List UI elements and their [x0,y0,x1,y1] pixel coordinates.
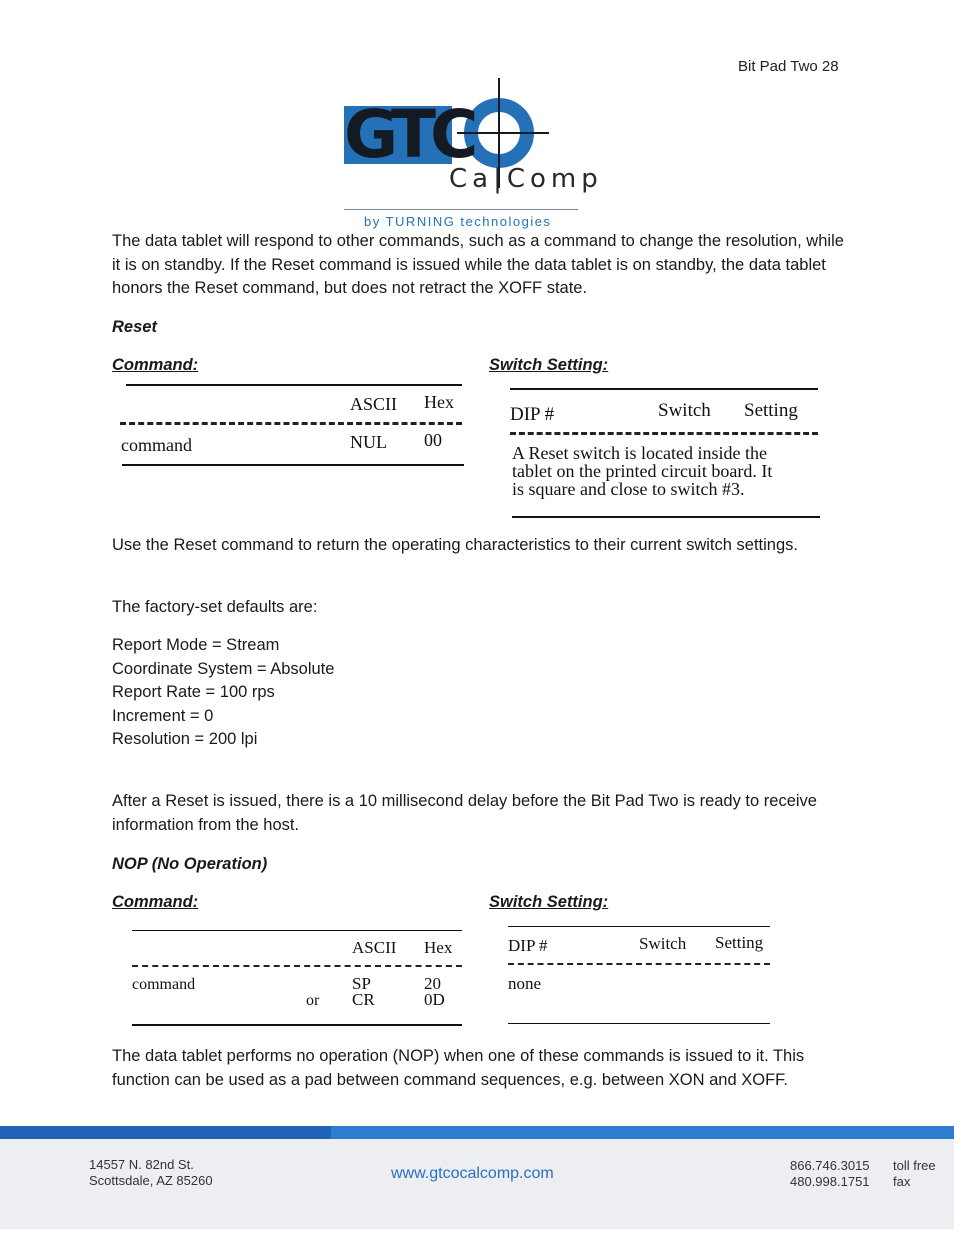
row-label: command [132,976,196,993]
defaults-item: Increment = 0 [112,706,214,725]
col-setting: Setting [715,933,764,952]
switch-note-line: tablet on the printed circuit board. It [512,461,773,481]
table-dash-rule [510,432,818,435]
table-dash-rule [132,965,462,967]
col-switch: Switch [639,934,687,953]
reset-heading: Reset [112,318,157,336]
footer-accent-bar [0,1126,331,1139]
ascii-value: NUL [350,432,387,452]
table-rule [508,926,770,927]
footer-website-link[interactable]: www.gtcocalcomp.com [391,1165,554,1182]
address-line: Scottsdale, AZ 85260 [89,1173,213,1188]
defaults-intro: The factory-set defaults are: [112,598,318,616]
nop-heading: NOP (No Operation) [112,855,268,873]
phone-label: toll free [893,1158,936,1173]
address-line: 14557 N. 82nd St. [89,1157,194,1172]
col-hex: Hex [424,938,453,957]
table-dash-rule [508,963,770,965]
hex-value-2: 0D [424,990,445,1009]
defaults-list [112,634,852,752]
hex-value: 00 [424,430,442,450]
reset-delay-paragraph: After a Reset is issued, there is a 10 millisecond delay before the Bit Pad Two is ready to receive information from the host. [112,792,817,834]
switch-note-line: is square and close to switch #3. [512,479,745,499]
reset-usage-paragraph: Use the Reset command to return the operating characteristics to their current switch settings. [112,536,798,554]
footer-address [89,1157,213,1189]
table-rule [510,388,818,390]
logo-gtc-text: GTC [344,96,473,173]
col-switch: Switch [658,400,711,421]
switch-note [512,444,772,498]
ascii-value-1: SP [352,974,371,993]
reset-switch-table [508,386,824,526]
or-label: or [306,992,320,1009]
reset-command-label: Command: [112,356,199,374]
table-rule [132,930,462,931]
reset-command-table [118,382,468,477]
nop-switch-label: Switch Setting: [489,893,609,911]
phone-label: fax [893,1174,911,1189]
table-rule [132,1024,462,1026]
col-ascii: ASCII [350,394,398,414]
defaults-item: Resolution = 200 lpi [112,730,258,748]
table-rule [122,464,464,466]
col-dip: DIP # [508,936,548,955]
switch-value: none [508,974,542,993]
nop-command-table [130,928,466,1030]
logo-calcomp-text: Ca|Comp [449,164,603,194]
defaults-item: Coordinate System = Absolute [112,659,335,678]
hex-value-1: 20 [424,974,441,993]
defaults-item: Report Mode = Stream [112,636,280,654]
logo-divider [344,209,578,210]
reset-switch-label: Switch Setting: [489,356,609,374]
gtco-calcomp-logo [344,78,614,233]
nop-command-label: Command: [112,893,199,911]
col-ascii: ASCII [352,938,397,957]
row-label: command [121,435,192,455]
page-header-label: Bit Pad Two 28 [738,58,839,75]
table-rule [126,384,462,386]
footer-phones [790,1158,870,1190]
table-rule [512,516,820,518]
col-hex: Hex [424,392,454,412]
intro-paragraph: The data tablet will respond to other commands, such as a command to change the resolution, while it is on standby. If the Reset command is issued while the data tablet is on standby, the data tablet honors the Reset command, but does not retract the XOFF state. [112,232,844,297]
footer-accent-bar [331,1126,954,1139]
phone-number: 480.998.1751 [790,1174,870,1189]
phone-number: 866.746.3015 [790,1158,870,1173]
table-rule [508,1023,770,1024]
nop-switch-table [506,924,774,1028]
col-dip: DIP # [510,404,555,425]
switch-note-line: A Reset switch is located inside the [512,443,767,463]
nop-description: The data tablet performs no operation (NOP) when one of these commands is issued to it. This function can be used as a pad between command sequences, e.g. between XON and XOFF. [112,1047,805,1089]
ascii-value-2: CR [352,990,375,1009]
defaults-item: Report Rate = 100 rps [112,683,275,701]
table-dash-rule [120,422,462,425]
col-setting: Setting [744,400,798,421]
logo-tagline: by TURNING technologies [364,214,552,229]
footer-phone-labels [893,1158,936,1190]
